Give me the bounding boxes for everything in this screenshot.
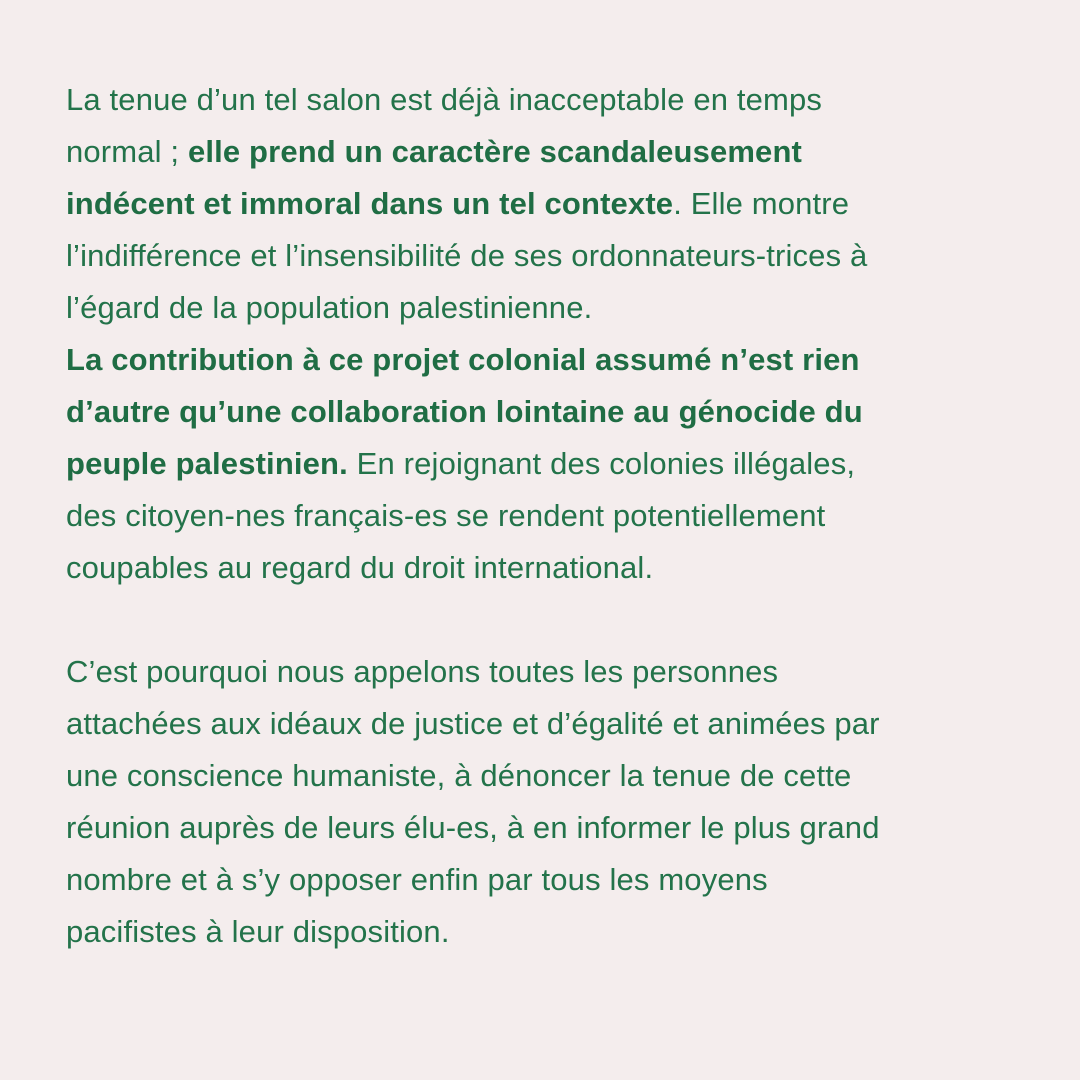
text-span: pacifistes à leur disposition. bbox=[66, 914, 450, 949]
text-line bbox=[66, 386, 1026, 438]
text-line bbox=[66, 438, 1026, 490]
text-span: . Elle montre bbox=[673, 186, 850, 221]
paragraph-spacer bbox=[66, 594, 1026, 646]
emphasized-text: indécent et immoral dans un tel contexte bbox=[66, 186, 674, 221]
text-line bbox=[66, 282, 1026, 334]
text-span: l’égard de la population palestinienne. bbox=[66, 290, 593, 325]
text-line bbox=[66, 750, 1026, 802]
emphasized-text: elle prend un caractère scandaleusement bbox=[187, 134, 803, 169]
text-line bbox=[66, 542, 1026, 594]
text-span: C’est pourquoi nous appelons toutes les personnes bbox=[66, 654, 779, 689]
text-span: attachées aux idéaux de justice et d’égalité et animées par bbox=[66, 706, 880, 741]
text-line bbox=[66, 854, 1026, 906]
text-span: l’indifférence et l’insensibilité de ses ordonnateurs-trices à bbox=[66, 238, 868, 273]
text-span: des citoyen-nes français-es se rendent potentiellement bbox=[66, 498, 826, 533]
text-line bbox=[66, 178, 1026, 230]
text-line bbox=[66, 802, 1026, 854]
text-line bbox=[66, 490, 1026, 542]
text-line bbox=[66, 230, 1026, 282]
text-line bbox=[66, 126, 1026, 178]
paragraph-1 bbox=[66, 74, 1026, 594]
emphasized-text: peuple palestinien. bbox=[66, 446, 348, 481]
text-line bbox=[66, 334, 1026, 386]
text-span: une conscience humaniste, à dénoncer la tenue de cette bbox=[66, 758, 852, 793]
text-line bbox=[66, 906, 1026, 958]
text-span: La tenue d’un tel salon est déjà inacceptable en temps bbox=[66, 82, 823, 117]
text-line bbox=[66, 698, 1026, 750]
emphasized-text: La contribution à ce projet colonial assumé n’est rien bbox=[66, 342, 860, 377]
paragraph-2 bbox=[66, 646, 1026, 958]
text-span: réunion auprès de leurs élu-es, à en informer le plus grand bbox=[66, 810, 880, 845]
text-line bbox=[66, 646, 1026, 698]
statement-text-block bbox=[66, 74, 1026, 958]
text-span: coupables au regard du droit international. bbox=[66, 550, 654, 585]
text-span: nombre et à s’y opposer enfin par tous les moyens bbox=[66, 862, 768, 897]
emphasized-text: d’autre qu’une collaboration lointaine au génocide du bbox=[66, 394, 863, 429]
text-span: normal ; bbox=[66, 134, 188, 169]
text-line bbox=[66, 74, 1026, 126]
text-span: En rejoignant des colonies illégales, bbox=[347, 446, 856, 481]
